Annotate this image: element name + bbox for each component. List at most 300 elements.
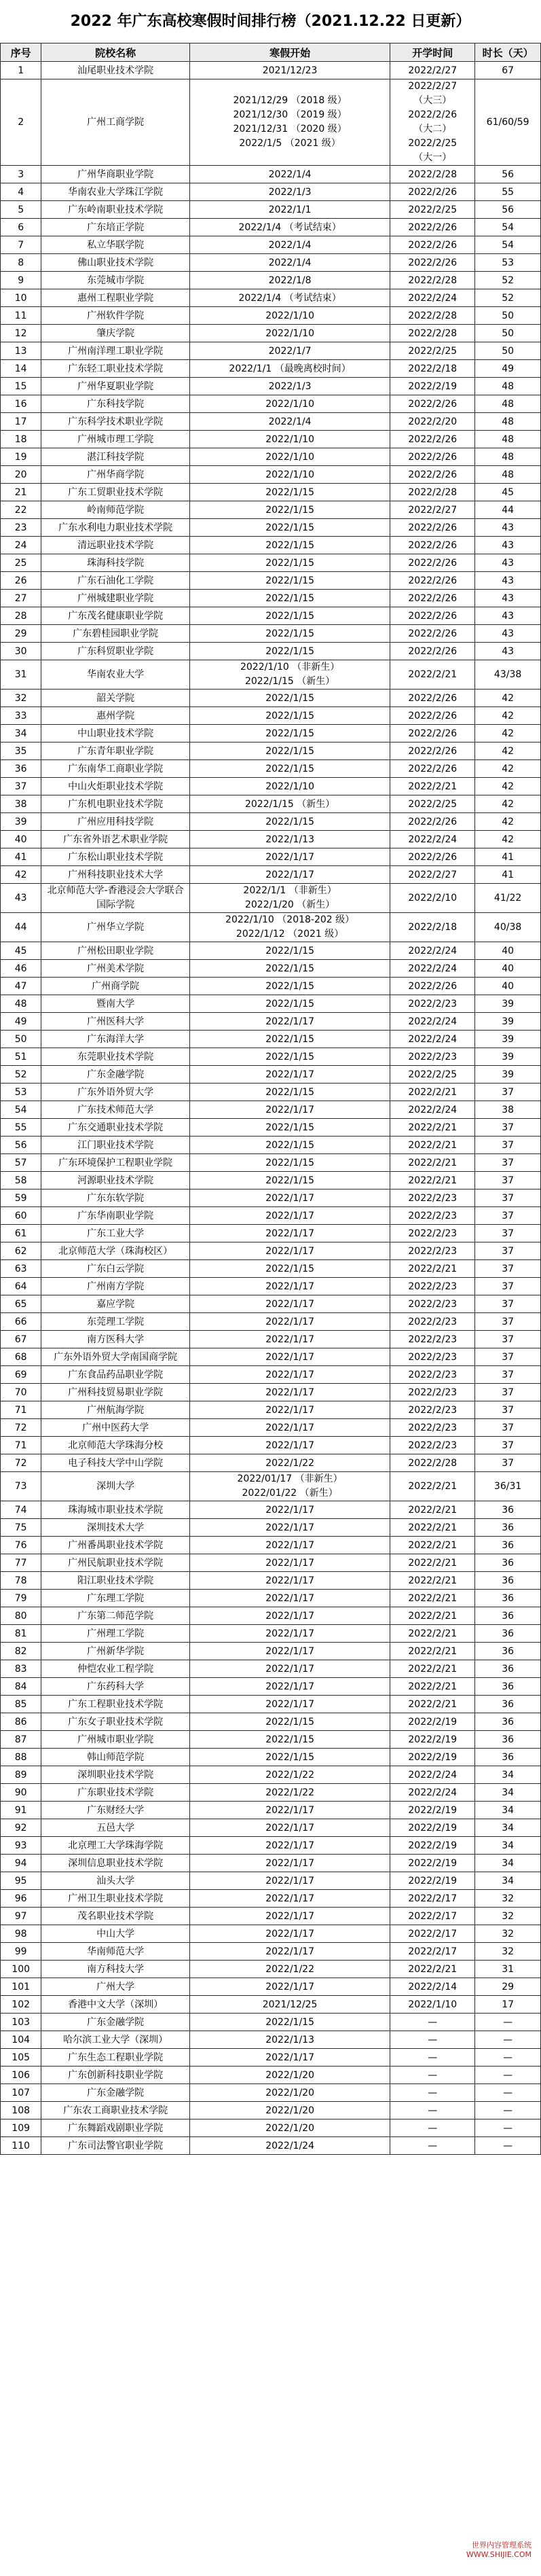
cell-term-start: 2022/2/17 — [390, 1925, 475, 1943]
cell-break-start: 2022/1/17 — [189, 1537, 390, 1554]
cell-school: 暨南大学 — [41, 995, 190, 1013]
cell-index: 32 — [1, 690, 41, 707]
cell-duration: 48 — [475, 466, 541, 484]
cell-school: 广州华立学院 — [41, 913, 190, 942]
cell-break-start: 2022/1/15 — [189, 1731, 390, 1749]
cell-duration: 41 — [475, 848, 541, 866]
cell-term-start: 2022/2/23 — [390, 1242, 475, 1260]
cell-school: 广东白云学院 — [41, 1260, 190, 1278]
table-row — [1, 62, 541, 79]
table-row — [1, 1189, 541, 1207]
cell-index: 20 — [1, 466, 41, 484]
cell-school: 广东东软学院 — [41, 1189, 190, 1207]
cell-break-start: 2022/1/15 — [189, 995, 390, 1013]
cell-school: 岭南师范学院 — [41, 501, 190, 519]
cell-school: 中山职业技术学院 — [41, 725, 190, 743]
cell-index: 51 — [1, 1048, 41, 1066]
cell-school: 广州中医药大学 — [41, 1419, 190, 1437]
table-row — [1, 484, 541, 501]
cell-school: 深圳技术大学 — [41, 1519, 190, 1537]
cell-index: 69 — [1, 1366, 41, 1384]
table-row — [1, 978, 541, 995]
cell-term-start: 2022/2/21 — [390, 1554, 475, 1572]
cell-index: 54 — [1, 1101, 41, 1119]
cell-duration: 53 — [475, 254, 541, 272]
cell-index: 66 — [1, 1313, 41, 1331]
cell-term-start: — — [390, 2049, 475, 2067]
cell-break-start: 2022/1/17 — [189, 1660, 390, 1678]
cell-index: 25 — [1, 554, 41, 572]
cell-term-start: 2022/2/23 — [390, 1384, 475, 1401]
cell-index: 4 — [1, 183, 41, 201]
cell-school: 广东南华工商职业学院 — [41, 760, 190, 778]
table-row — [1, 1472, 541, 1501]
cell-school: 广东工业大学 — [41, 1225, 190, 1242]
cell-term-start: 2022/2/24 — [390, 1013, 475, 1031]
cell-term-start: 2022/2/21 — [390, 1154, 475, 1172]
cell-school: 华南农业大学 — [41, 660, 190, 690]
cell-index: 31 — [1, 660, 41, 690]
cell-term-start: 2022/2/21 — [390, 1519, 475, 1537]
cell-term-start: 2022/2/28 — [390, 1454, 475, 1472]
cell-school: 东莞职业技术学院 — [41, 1048, 190, 1066]
cell-index: 109 — [1, 2119, 41, 2137]
cell-term-start: 2022/2/26 — [390, 431, 475, 448]
cell-term-start: 2022/2/21 — [390, 1260, 475, 1278]
cell-duration: 42 — [475, 725, 541, 743]
cell-duration: 43 — [475, 590, 541, 607]
cell-term-start: 2022/2/21 — [390, 1501, 475, 1519]
cell-index: 108 — [1, 2102, 41, 2119]
cell-duration: 36 — [475, 1607, 541, 1625]
cell-school: 广东培正学院 — [41, 219, 190, 236]
cell-term-start: 2022/2/19 — [390, 1731, 475, 1749]
cell-duration: 43/38 — [475, 660, 541, 690]
cell-break-start: 2022/1/22 — [189, 1784, 390, 1802]
table-row — [1, 1713, 541, 1731]
cell-duration: 43 — [475, 607, 541, 625]
cell-index: 64 — [1, 1278, 41, 1295]
cell-index: 76 — [1, 1537, 41, 1554]
cell-school: 广东第二师范学院 — [41, 1607, 190, 1625]
table-row — [1, 166, 541, 183]
cell-school: 广东理工学院 — [41, 1590, 190, 1607]
cell-break-start: 2022/1/4 （考试结束） — [189, 219, 390, 236]
cell-term-start: 2022/2/21 — [390, 1961, 475, 1978]
cell-school: 河源职业技术学院 — [41, 1172, 190, 1189]
cell-school: 华南农业大学珠江学院 — [41, 183, 190, 201]
cell-duration: 34 — [475, 1872, 541, 1890]
cell-break-start: 2022/1/15 — [189, 537, 390, 554]
cell-school: 广东环境保护工程职业学院 — [41, 1154, 190, 1172]
cell-index: 58 — [1, 1172, 41, 1189]
cell-school: 嘉应学院 — [41, 1295, 190, 1313]
cell-school: 广东岭南职业技术学院 — [41, 201, 190, 219]
cell-term-start: 2022/2/26 — [390, 848, 475, 866]
cell-index: 85 — [1, 1696, 41, 1713]
cell-duration: 37 — [475, 1331, 541, 1348]
cell-index: 98 — [1, 1925, 41, 1943]
watermark — [466, 2541, 531, 2560]
cell-term-start: 2022/2/24 — [390, 942, 475, 960]
cell-break-start: 2022/1/17 — [189, 1696, 390, 1713]
cell-school: 广东金融学院 — [41, 2014, 190, 2031]
cell-index: 101 — [1, 1978, 41, 1996]
cell-duration: 29 — [475, 1978, 541, 1996]
cell-break-start: 2022/1/15 — [189, 1031, 390, 1048]
cell-duration: 36 — [475, 1696, 541, 1713]
cell-index: 22 — [1, 501, 41, 519]
cell-index: 5 — [1, 201, 41, 219]
cell-duration: 43 — [475, 625, 541, 643]
cell-break-start: 2022/1/1 — [189, 201, 390, 219]
cell-index: 27 — [1, 590, 41, 607]
cell-break-start: 2022/1/4 — [189, 166, 390, 183]
cell-break-start: 2022/1/15 — [189, 978, 390, 995]
cell-index: 102 — [1, 1996, 41, 2014]
cell-school: 深圳信息职业技术学院 — [41, 1855, 190, 1872]
table-row — [1, 1295, 541, 1313]
cell-term-start: 2022/2/23 — [390, 995, 475, 1013]
table-row — [1, 501, 541, 519]
cell-break-start: 2022/1/17 — [189, 1925, 390, 1943]
cell-break-start: 2022/1/17 — [189, 866, 390, 884]
cell-term-start: 2022/2/21 — [390, 660, 475, 690]
cell-index: 38 — [1, 795, 41, 813]
cell-break-start: 2022/1/15 — [189, 1154, 390, 1172]
cell-term-start: 2022/2/19 — [390, 378, 475, 395]
table-row — [1, 2049, 541, 2067]
cell-break-start: 2022/1/17 — [189, 1384, 390, 1401]
cell-school: 中山火炬职业技术学院 — [41, 778, 190, 795]
table-row — [1, 1696, 541, 1713]
cell-duration: 17 — [475, 1996, 541, 2014]
cell-break-start: 2022/1/24 — [189, 2137, 390, 2155]
cell-term-start: 2022/2/23 — [390, 1295, 475, 1313]
cell-school: 广州软件学院 — [41, 307, 190, 325]
table-row — [1, 1278, 541, 1295]
cell-school: 香港中文大学（深圳） — [41, 1996, 190, 2014]
cell-break-start: 2022/1/15 — [189, 813, 390, 831]
table-row — [1, 778, 541, 795]
cell-school: 广东农工商职业技术学院 — [41, 2102, 190, 2119]
header-break-start: 寒假开始 — [189, 43, 390, 62]
cell-school: 广州华商职业学院 — [41, 166, 190, 183]
cell-index: 21 — [1, 484, 41, 501]
table-row — [1, 2137, 541, 2155]
cell-school: 广州新华学院 — [41, 1643, 190, 1660]
table-body — [1, 62, 541, 2155]
cell-term-start: 2022/2/25 — [390, 201, 475, 219]
cell-break-start: 2022/1/15 — [189, 1084, 390, 1101]
cell-school: 广州城建职业学院 — [41, 590, 190, 607]
cell-school: 广东科学技术职业学院 — [41, 413, 190, 431]
cell-term-start: 2022/2/21 — [390, 1084, 475, 1101]
cell-break-start: 2022/1/15 — [189, 1172, 390, 1189]
cell-duration: — — [475, 2067, 541, 2084]
cell-term-start: 2022/2/24 — [390, 960, 475, 978]
cell-break-start: 2022/1/4 （考试结束） — [189, 289, 390, 307]
cell-school: 东莞理工学院 — [41, 1313, 190, 1331]
cell-duration: 40 — [475, 978, 541, 995]
cell-duration: 43 — [475, 537, 541, 554]
cell-duration: 36 — [475, 1713, 541, 1731]
cell-duration: 34 — [475, 1802, 541, 1819]
cell-duration: — — [475, 2102, 541, 2119]
cell-duration: 36 — [475, 1554, 541, 1572]
cell-index: 9 — [1, 272, 41, 289]
cell-duration: 37 — [475, 1207, 541, 1225]
cell-term-start: 2022/2/25 — [390, 342, 475, 360]
cell-index: 52 — [1, 1066, 41, 1084]
table-row — [1, 448, 541, 466]
cell-break-start: 2022/1/22 — [189, 1454, 390, 1472]
cell-school: 广州美术学院 — [41, 960, 190, 978]
cell-break-start: 2022/1/15 — [189, 607, 390, 625]
table-row — [1, 1048, 541, 1066]
cell-break-start: 2022/1/15 — [189, 1048, 390, 1066]
table-row — [1, 1401, 541, 1419]
cell-duration: 43 — [475, 519, 541, 537]
cell-term-start: 2022/2/23 — [390, 1189, 475, 1207]
cell-index: 81 — [1, 1625, 41, 1643]
cell-break-start: 2022/1/17 — [189, 1225, 390, 1242]
cell-index: 106 — [1, 2067, 41, 2084]
cell-index: 17 — [1, 413, 41, 431]
table-row — [1, 1519, 541, 1537]
header-row — [1, 43, 541, 62]
cell-index: 74 — [1, 1501, 41, 1519]
table-row — [1, 660, 541, 690]
cell-school: 广州南方学院 — [41, 1278, 190, 1295]
cell-duration: 56 — [475, 166, 541, 183]
cell-term-start: 2022/2/20 — [390, 413, 475, 431]
cell-break-start: 2022/1/15 — [189, 2014, 390, 2031]
cell-term-start: 2022/2/23 — [390, 1048, 475, 1066]
cell-duration: 61/60/59 — [475, 79, 541, 166]
cell-duration: 34 — [475, 1819, 541, 1837]
cell-duration: 37 — [475, 1189, 541, 1207]
cell-index: 95 — [1, 1872, 41, 1890]
cell-duration: 36 — [475, 1660, 541, 1678]
cell-break-start: 2022/1/10 — [189, 325, 390, 342]
cell-duration: — — [475, 2084, 541, 2102]
table-row — [1, 360, 541, 378]
cell-duration: 37 — [475, 1260, 541, 1278]
header-duration: 时长（天） — [475, 43, 541, 62]
cell-school: 北京理工大学珠海学院 — [41, 1837, 190, 1855]
cell-duration: 37 — [475, 1084, 541, 1101]
cell-duration: 34 — [475, 1837, 541, 1855]
cell-index: 83 — [1, 1660, 41, 1678]
cell-index: 100 — [1, 1961, 41, 1978]
cell-school: 广东技术师范大学 — [41, 1101, 190, 1119]
cell-term-start: 2022/2/28 — [390, 272, 475, 289]
cell-duration: 42 — [475, 743, 541, 760]
cell-index: 12 — [1, 325, 41, 342]
table-row — [1, 325, 541, 342]
cell-school: 广州城市理工学院 — [41, 431, 190, 448]
cell-duration: 43 — [475, 572, 541, 590]
cell-duration: 37 — [475, 1419, 541, 1437]
table-row — [1, 1749, 541, 1766]
cell-term-start: 2022/2/23 — [390, 1437, 475, 1454]
cell-term-start: 2022/2/28 — [390, 307, 475, 325]
cell-duration: 52 — [475, 289, 541, 307]
cell-term-start: — — [390, 2102, 475, 2119]
cell-term-start: — — [390, 2137, 475, 2155]
cell-index: 3 — [1, 166, 41, 183]
cell-term-start: 2022/2/21 — [390, 1590, 475, 1607]
cell-break-start: 2022/1/17 — [189, 1066, 390, 1084]
table-row — [1, 1260, 541, 1278]
table-row — [1, 1925, 541, 1943]
cell-duration: 36 — [475, 1519, 541, 1537]
cell-term-start: 2022/2/26 — [390, 607, 475, 625]
cell-duration: — — [475, 2014, 541, 2031]
cell-duration: 37 — [475, 1366, 541, 1384]
table-row — [1, 1366, 541, 1384]
cell-break-start: 2021/12/23 — [189, 62, 390, 79]
cell-duration: 50 — [475, 342, 541, 360]
cell-term-start: 2022/2/26 — [390, 236, 475, 254]
table-row — [1, 1731, 541, 1749]
cell-break-start: 2022/1/17 — [189, 1625, 390, 1643]
cell-index: 72 — [1, 1419, 41, 1437]
watermark-line: WWW.SHIJIE.COM — [466, 2550, 531, 2559]
cell-duration: 36 — [475, 1625, 541, 1643]
cell-school: 广州松田职业学院 — [41, 942, 190, 960]
cell-break-start: 2022/1/17 — [189, 1607, 390, 1625]
cell-duration: 36 — [475, 1572, 541, 1590]
cell-index: 14 — [1, 360, 41, 378]
cell-duration: 36 — [475, 1501, 541, 1519]
cell-school: 广东工程职业技术学院 — [41, 1696, 190, 1713]
cell-index: 37 — [1, 778, 41, 795]
cell-term-start: 2022/2/26 — [390, 537, 475, 554]
cell-duration: 32 — [475, 1943, 541, 1961]
cell-school: 广东科技学院 — [41, 395, 190, 413]
cell-school: 广东金融学院 — [41, 2084, 190, 2102]
cell-index: 78 — [1, 1572, 41, 1590]
cell-school: 广东财经大学 — [41, 1802, 190, 1819]
cell-duration: 42 — [475, 813, 541, 831]
table-row — [1, 1031, 541, 1048]
cell-school: 仲恺农业工程学院 — [41, 1660, 190, 1678]
cell-index: 70 — [1, 1384, 41, 1401]
cell-duration: 41/22 — [475, 884, 541, 913]
table-row — [1, 1313, 541, 1331]
table-row — [1, 1137, 541, 1154]
cell-break-start: 2022/1/10 — [189, 395, 390, 413]
table-row — [1, 913, 541, 942]
header-index: 序号 — [1, 43, 41, 62]
cell-term-start: 2022/2/27 — [390, 866, 475, 884]
table-row — [1, 884, 541, 913]
cell-school: 广东女子职业技术学院 — [41, 1713, 190, 1731]
cell-duration: 48 — [475, 431, 541, 448]
table-row — [1, 1384, 541, 1401]
cell-index: 1 — [1, 62, 41, 79]
cell-index: 50 — [1, 1031, 41, 1048]
table-row — [1, 1837, 541, 1855]
cell-index: 18 — [1, 431, 41, 448]
cell-school: 广东茂名健康职业学院 — [41, 607, 190, 625]
cell-term-start: 2022/2/28 — [390, 484, 475, 501]
cell-break-start: 2022/1/17 — [189, 1519, 390, 1537]
cell-index: 93 — [1, 1837, 41, 1855]
table-row — [1, 1066, 541, 1084]
cell-break-start: 2022/1/15 — [189, 554, 390, 572]
cell-index: 79 — [1, 1590, 41, 1607]
cell-duration: 37 — [475, 1437, 541, 1454]
table-row — [1, 643, 541, 660]
cell-duration: 39 — [475, 1013, 541, 1031]
cell-break-start: 2022/1/10 — [189, 307, 390, 325]
cell-term-start: 2022/2/18 — [390, 913, 475, 942]
cell-school: 广东科贸职业学院 — [41, 643, 190, 660]
cell-break-start: 2022/1/17 — [189, 1855, 390, 1872]
cell-break-start: 2022/1/17 — [189, 2049, 390, 2067]
table-row — [1, 219, 541, 236]
cell-school: 广东省外语艺术职业学院 — [41, 831, 190, 848]
cell-index: 55 — [1, 1119, 41, 1137]
table-row — [1, 183, 541, 201]
cell-index: 42 — [1, 866, 41, 884]
cell-duration: — — [475, 2137, 541, 2155]
cell-term-start: 2022/2/25 — [390, 1066, 475, 1084]
cell-break-start: 2022/1/17 — [189, 1331, 390, 1348]
cell-duration: 50 — [475, 307, 541, 325]
cell-school: 广州工商学院 — [41, 79, 190, 166]
cell-index: 44 — [1, 913, 41, 942]
cell-break-start: 2022/1/22 — [189, 1961, 390, 1978]
cell-index: 110 — [1, 2137, 41, 2155]
table-row — [1, 625, 541, 643]
table-row — [1, 2119, 541, 2137]
cell-index: 8 — [1, 254, 41, 272]
cell-break-start: 2022/1/15 — [189, 760, 390, 778]
cell-index: 68 — [1, 1348, 41, 1366]
cell-duration: — — [475, 2031, 541, 2049]
table-row — [1, 342, 541, 360]
table-row — [1, 2014, 541, 2031]
cell-school: 广东青年职业学院 — [41, 743, 190, 760]
cell-index: 107 — [1, 2084, 41, 2102]
cell-index: 47 — [1, 978, 41, 995]
cell-index: 33 — [1, 707, 41, 725]
cell-school: 广东外语外贸大学 — [41, 1084, 190, 1101]
cell-break-start: 2022/1/22 — [189, 1766, 390, 1784]
cell-index: 11 — [1, 307, 41, 325]
cell-term-start: 2022/2/28 — [390, 166, 475, 183]
cell-index: 72 — [1, 1454, 41, 1472]
cell-duration: 37 — [475, 1119, 541, 1137]
table-row — [1, 1625, 541, 1643]
cell-break-start: 2022/1/15 — [189, 590, 390, 607]
cell-term-start: 2022/2/21 — [390, 1537, 475, 1554]
cell-break-start: 2022/1/17 — [189, 1590, 390, 1607]
cell-school: 广州华商学院 — [41, 466, 190, 484]
cell-index: 82 — [1, 1643, 41, 1660]
cell-duration: 39 — [475, 995, 541, 1013]
cell-school: 广东创新科技职业学院 — [41, 2067, 190, 2084]
cell-school: 广州南洋理工职业学院 — [41, 342, 190, 360]
cell-school: 广东水利电力职业技术学院 — [41, 519, 190, 537]
cell-duration: 52 — [475, 272, 541, 289]
cell-break-start: 2022/1/17 — [189, 1366, 390, 1384]
table-row — [1, 707, 541, 725]
